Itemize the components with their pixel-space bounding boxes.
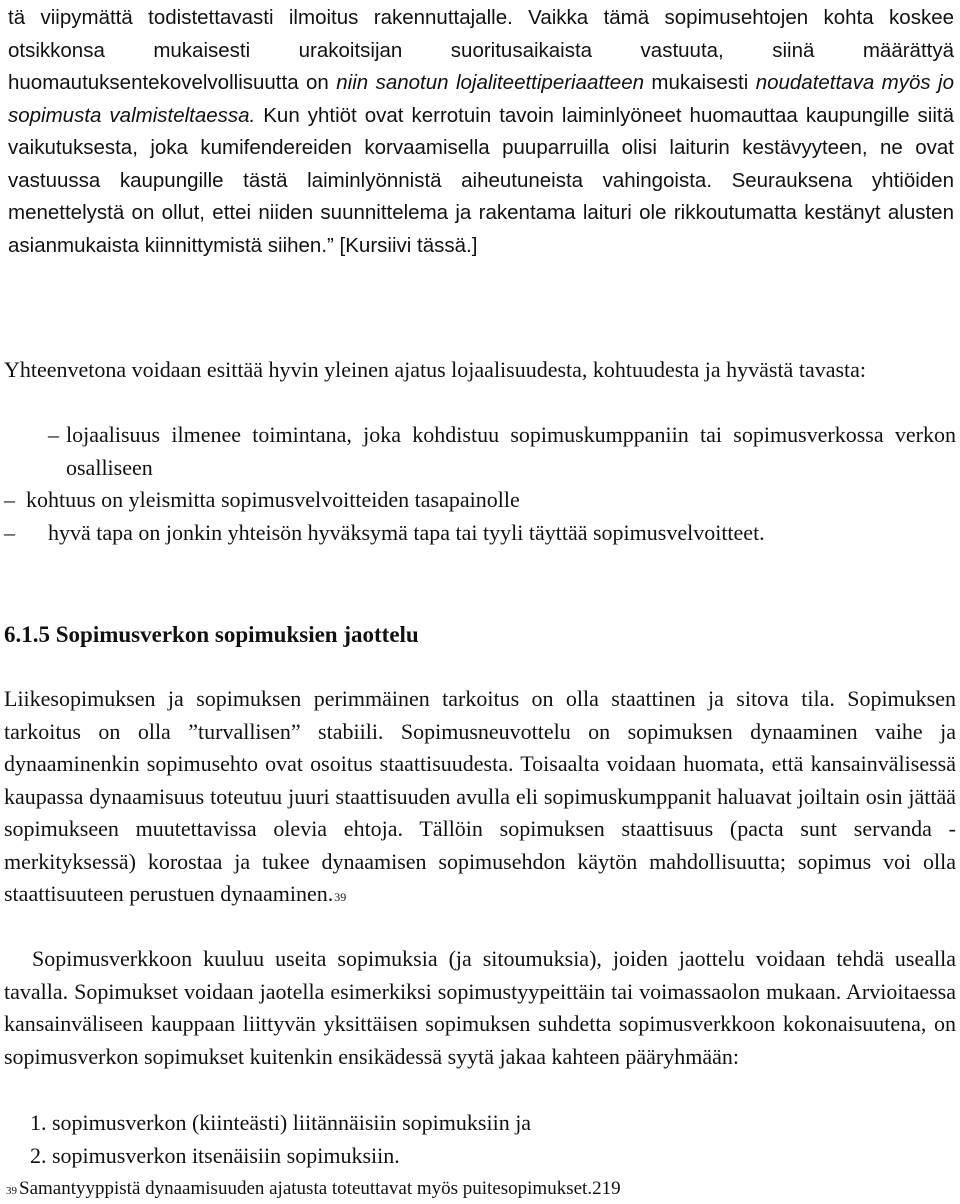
footnote: [6, 1176, 956, 1204]
quote-italic-2: noudatettava myös jo sopimusta valmisteltaessa.: [8, 71, 955, 127]
list-item-text: kohtuus on yleismitta sopimusvelvoitteiden tasapainolle: [26, 487, 520, 512]
quote-italic-1: niin sanotun lojaliteettiperiaatteen: [336, 71, 644, 94]
summary-paragraph: Yhteenvetona voidaan esittää hyvin yleinen ajatus lojaalisuudesta, kohtuudesta ja hyvästä tavasta:: [4, 357, 867, 382]
dash-bullet: –: [4, 487, 15, 512]
list-item: [4, 484, 956, 517]
section-heading: [4, 619, 419, 651]
numbered-list: [30, 1107, 930, 1172]
list-item-text: lojaalisuus ilmenee toimintana, joka kohdistuu sopimuskumppaniin tai sopimusverkossa verkon osalliseen: [66, 422, 956, 480]
list-item-text: hyvä tapa on jonkin yhteisön hyväksymä tapa tai tyyli täyttää sopimusvelvoitteet.: [48, 519, 765, 545]
body-paragraph: Sopimusverkkoon kuuluu useita sopimuksia (ja sitoumuksia), joiden jaottelu voidaan tehdä usealla tavalla. Sopimukset voidaan jaotella esimerkiksi sopimustyypeittäin tai voimassaolon mukaan. Arvioitaessa kansainväliseen kauppaan liittyvän yksittäisen sopimuksen suhdetta sopimusverkkoon kokonaisuutena, on sopimusverkon sopimukset kuitenkin ensikädessä syytä jakaa kahteen pääryhmään:: [4, 946, 956, 1069]
quoted-passage: [8, 2, 954, 262]
dash-bullet: –: [4, 519, 15, 545]
list-item: [4, 419, 956, 484]
page-number: 219: [592, 1178, 621, 1199]
dash-bullet: –: [48, 422, 59, 447]
paragraph-text: Liikesopimuksen ja sopimuksen perimmäinen tarkoitus on olla staattinen ja sitova tila. Sopimuksen tarkoitus on olla ”turvallisen” stabiili. Sopimusneuvottelu on sopimuksen dynaaminen vaihe ja dynaaminenkin sopimusehto ovat osoitus staattisuudesta. Toisaalta voidaan huomata, että kansainvälisessä kaupassa dynaamisuus toteutuu juuri staattisuuden avulla eli sopimuskumppanit haluavat joiltain osin jättää sopimukseen muutettavissa olevia ehtoja. Tällöin sopimuksen staattisuus (pacta sunt servanda -merkityksessä) korostaa ja tukee dynaamisen sopimusehdon käytön mahdollisuutta; sopimus voi olla staattisuuteen perustuen dynaaminen.: [4, 686, 956, 906]
quote-text-1: tä viipymättä todistettavasti ilmoitus rakennuttajalle. Vaikka tämä sopimusehtojen kohta koskee otsikkonsa mukaisesti urakoitsijan suoritusaikaista vastuuta, siinä määrättyä huomautuksentekovelvollisuutta on: [8, 6, 954, 94]
list-item: [4, 517, 956, 550]
footnote-number: 39: [6, 1185, 17, 1197]
body-paragraph: [4, 683, 956, 914]
section-title: Sopimusverkon sopimuksien jaottelu: [55, 622, 419, 647]
summary-list: [4, 419, 956, 549]
footnote-text: Samantyyppistä dynaamisuuden ajatusta toteuttavat myös puitesopimukset.: [19, 1178, 593, 1199]
quote-text-2: mukaisesti: [644, 71, 756, 94]
numbered-list-item: 1. sopimusverkon (kiinteästi) liitännäisiin sopimuksiin ja: [30, 1110, 532, 1135]
section-number: 6.1.5: [4, 622, 50, 647]
numbered-list-item: 2. sopimusverkon itsenäisiin sopimuksiin.: [30, 1142, 400, 1168]
footnote-reference[interactable]: 39: [334, 890, 347, 904]
quote-text-3: Kun yhtiöt ovat kerrotuin tavoin laiminlyöneet huomauttaa kaupungille siitä vaikutuksesta, joka kumifendereiden korvaamisella puuparruilla olisi laiturin kestävyyteen, ne ovat vastuussa kaupungille tästä laiminlyönnistä aiheutuneista vahingoista. Seurauksena yhtiöiden menettelystä on ollut, ettei niiden suunnittelema ja rakentama laituri ole rikkoutumatta kestänyt alusten asianmukaista kiinnittymistä siihen.” [Kursiivi tässä.]: [8, 103, 954, 257]
